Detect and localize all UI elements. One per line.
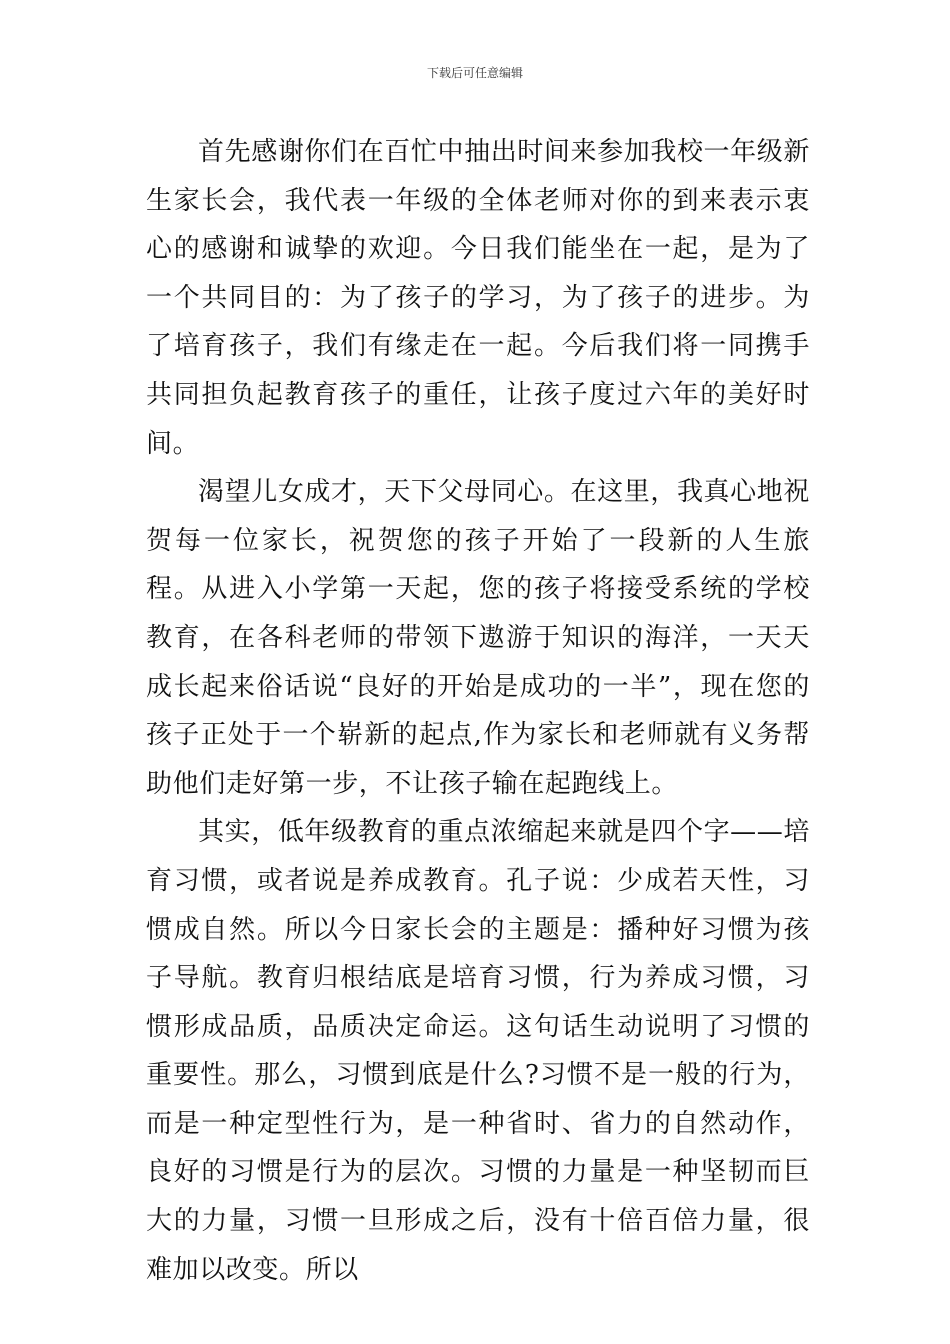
paragraph-welcome: 首先感谢你们在百忙中抽出时间来参加我校一年级新生家长会，我代表一年级的全体老师对你的到来表示衷心的感谢和诚挚的欢迎。今日我们能坐在一起，是为了一个共同目的：为了孩子的学习，为了孩子的进步。为了培育孩子，我们有缘走在一起。今后我们将一同携手共同担负起教育孩子的重任，让孩子度过六年的美好时间。: [146, 137, 810, 459]
paragraph-habits: 其实，低年级教育的重点浓缩起来就是四个字——培育习惯，或者说是养成教育。孔子说：少成若天性，习惯成自然。所以今日家长会的主题是：播种好习惯为孩子导航。教育归根结底是培育习惯，行为养成习惯，习惯形成品质，品质决定命运。这句话生动说明了习惯的重要性。那么，习惯到底是什么?习惯不是一般的行为，而是一种定型性行为，是一种省时、省力的自然动作，良好的习惯是行为的层次。习惯的力量是一种坚韧而巨大的力量，习惯一旦形成之后，没有十倍百倍力量，很难加以改变。所以: [146, 817, 810, 1285]
paragraph-parents-wish: 渴望儿女成才，天下父母同心。在这里，我真心地祝贺每一位家长，祝贺您的孩子开始了一段新的人生旅程。从进入小学第一天起，您的孩子将接受系统的学校教育，在各科老师的带领下遨游于知识的海洋，一天天成长起来俗话说“良好的开始是成功的一半”，现在您的孩子正处于一个崭新的起点,作为家长和老师就有义务帮助他们走好第一步，不让孩子输在起跑线上。: [146, 477, 810, 799]
download-note: 下载后可任意编辑: [426, 66, 523, 80]
document-body: [146, 128, 810, 1294]
